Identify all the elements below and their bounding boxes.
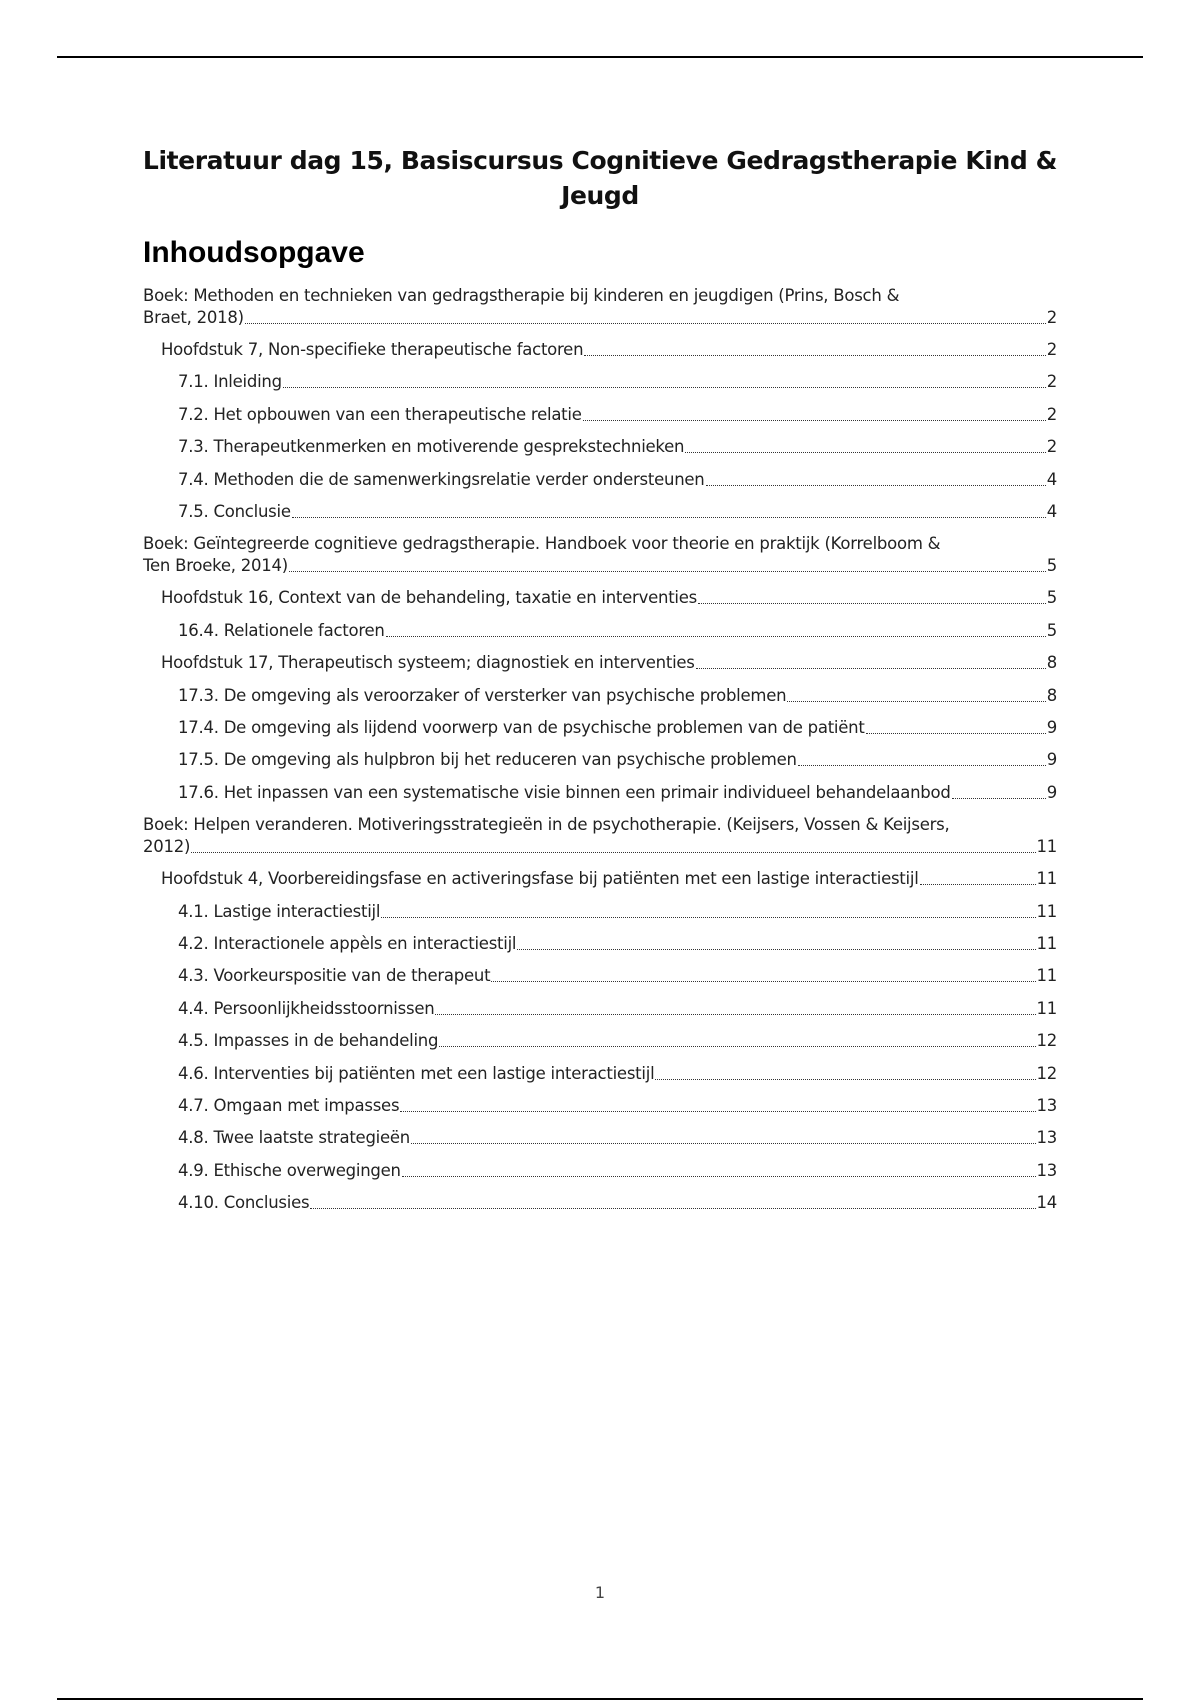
dot-leader (696, 668, 1046, 669)
toc-page-number: 2 (1046, 372, 1057, 392)
toc-entry-title: 17.4. De omgeving als lijdend voorwerp van de psychische problemen van de patiënt (178, 718, 865, 737)
dot-leader (685, 452, 1046, 453)
toc-heading: Inhoudsopgave (143, 236, 365, 269)
toc-entry-title: 7.1. Inleiding (178, 372, 282, 392)
toc-entry[interactable] (178, 501, 1057, 523)
toc-entry-title: 4.3. Voorkeurspositie van de therapeut (178, 966, 491, 986)
toc-page-number: 2 (1046, 437, 1057, 457)
dot-leader (245, 323, 1046, 324)
dot-leader (381, 917, 1035, 918)
dot-leader (787, 701, 1045, 702)
dot-leader (292, 517, 1046, 518)
toc-entry[interactable] (178, 685, 1057, 707)
toc-entry-title: 4.1. Lastige interactiestijl (178, 901, 381, 921)
dot-leader (491, 981, 1035, 982)
toc-entry-title: 4.4. Persoonlijkheidsstoornissen (178, 998, 435, 1018)
toc-page-number: 5 (1046, 620, 1057, 640)
toc-entry-title: 4.10. Conclusies (178, 1193, 310, 1213)
toc-entry[interactable] (178, 620, 1057, 642)
toc-entry-title-continued: 2012) (143, 837, 191, 857)
toc-page-number: 11 (1036, 998, 1057, 1018)
dot-leader (952, 798, 1046, 799)
toc-page-number: 11 (1036, 869, 1057, 889)
toc-entry-title: Hoofdstuk 17, Therapeutisch systeem; diagnostiek en interventies (161, 653, 695, 673)
document-title: Literatuur dag 15, Basiscursus Cognitieve Gedragstherapie Kind & Jeugd (142, 146, 1058, 210)
dot-leader (698, 603, 1046, 604)
toc-page-number: 5 (1046, 588, 1057, 608)
toc-entry-title: 4.6. Interventies bij patiënten met een lastige interactiestijl (178, 1063, 655, 1083)
toc-entry[interactable] (161, 868, 1057, 890)
toc-entry[interactable] (143, 533, 1057, 577)
dot-leader (920, 884, 1036, 885)
toc-entry-title: Hoofdstuk 7, Non-specifieke therapeutische factoren (161, 340, 584, 359)
toc-page-number: 9 (1046, 718, 1057, 737)
toc-entry[interactable] (161, 587, 1057, 609)
dot-leader (435, 1014, 1035, 1015)
toc-page-number: 8 (1046, 685, 1057, 705)
dot-leader (584, 355, 1045, 356)
toc-entry[interactable] (178, 933, 1057, 955)
toc-entry-title-continued: Ten Broeke, 2014) (143, 556, 288, 576)
header-rule (57, 56, 1143, 58)
toc-entry[interactable] (178, 1192, 1057, 1214)
toc-entry[interactable] (161, 652, 1057, 674)
toc-page-number: 13 (1036, 1096, 1057, 1115)
page-number: 1 (594, 1583, 606, 1602)
toc-page-number: 11 (1036, 934, 1057, 953)
dot-leader (191, 852, 1035, 853)
toc-entry-title-continued: Braet, 2018) (143, 308, 244, 327)
toc-entry-title: 4.8. Twee laatste strategieën (178, 1128, 411, 1148)
toc-entry-title: Boek: Methoden en technieken van gedragstherapie bij kinderen en jeugdigen (Prins, Bosch & (143, 286, 900, 305)
dot-leader (400, 1111, 1035, 1112)
toc-entry[interactable] (178, 998, 1057, 1020)
toc-entry-title: 16.4. Relationele factoren (178, 620, 385, 640)
toc-entry[interactable] (178, 1160, 1057, 1182)
toc-page-number: 4 (1046, 502, 1057, 521)
dot-leader (655, 1079, 1035, 1080)
toc-page-number: 2 (1046, 404, 1057, 424)
toc-page-number: 5 (1046, 556, 1057, 576)
toc-entry[interactable] (178, 436, 1057, 458)
toc-page-number: 4 (1046, 469, 1057, 489)
toc-entry-title: 4.9. Ethische overwegingen (178, 1160, 401, 1180)
toc-entry[interactable] (143, 285, 1057, 329)
toc-entry[interactable] (178, 749, 1057, 771)
toc-entry[interactable] (143, 814, 1057, 858)
toc-entry-title: Boek: Helpen veranderen. Motiveringsstrategieën in de psychotherapie. (Keijsers, Vossen & Keijsers, (143, 815, 950, 835)
toc-entry-title: 4.2. Interactionele appèls en interactiestijl (178, 934, 517, 953)
toc-entry[interactable] (178, 1030, 1057, 1052)
toc-entry[interactable] (178, 1063, 1057, 1085)
toc-entry-title: Boek: Geïntegreerde cognitieve gedragstherapie. Handboek voor theorie en praktijk (Korrelboom & (143, 534, 941, 554)
toc-entry[interactable] (178, 1127, 1057, 1149)
toc-page-number: 13 (1036, 1128, 1057, 1148)
toc-page-number: 9 (1046, 782, 1057, 802)
toc-entry-title: 7.4. Methoden die de samenwerkingsrelatie verder ondersteunen (178, 469, 705, 489)
toc-entry[interactable] (178, 371, 1057, 393)
dot-leader (439, 1046, 1035, 1047)
dot-leader (386, 636, 1046, 637)
toc-page-number: 14 (1036, 1193, 1057, 1213)
dot-leader (706, 485, 1046, 486)
toc-entry-title: Hoofdstuk 16, Context van de behandeling, taxatie en interventies (161, 588, 698, 608)
toc-page-number: 9 (1046, 750, 1057, 770)
toc-entry-title: 7.2. Het opbouwen van een therapeutische relatie (178, 404, 582, 424)
dot-leader (402, 1176, 1036, 1177)
toc-entry-title: 4.5. Impasses in de behandeling (178, 1031, 439, 1051)
toc-entry[interactable] (178, 965, 1057, 987)
toc-page-number: 11 (1036, 837, 1057, 857)
toc-page-number: 11 (1036, 901, 1057, 921)
toc-entry[interactable] (161, 339, 1057, 361)
dot-leader (289, 571, 1046, 572)
toc-entry[interactable] (178, 404, 1057, 426)
toc-page-number: 11 (1036, 966, 1057, 986)
toc-page-number: 12 (1036, 1031, 1057, 1051)
toc-entry-title: 17.6. Het inpassen van een systematische visie binnen een primair individueel behandelaanbod (178, 782, 951, 802)
toc-entry[interactable] (178, 782, 1057, 804)
toc-page-number: 2 (1046, 340, 1057, 359)
toc-entry-title: Hoofdstuk 4, Voorbereidingsfase en activeringsfase bij patiënten met een lastige interactiestijl (161, 869, 919, 889)
dot-leader (310, 1208, 1035, 1209)
dot-leader (866, 733, 1046, 734)
toc-entry[interactable] (178, 1095, 1057, 1117)
toc-entry-title: 7.3. Therapeutkenmerken en motiverende gesprekstechnieken (178, 437, 685, 457)
dot-leader (283, 387, 1046, 388)
toc-entry[interactable] (178, 469, 1057, 491)
toc-entry-title: 7.5. Conclusie (178, 502, 291, 521)
dot-leader (517, 949, 1035, 950)
toc-page-number: 2 (1046, 308, 1057, 327)
dot-leader (411, 1143, 1035, 1144)
toc-entry[interactable] (178, 717, 1057, 739)
dot-leader (798, 765, 1046, 766)
toc-entry-title: 4.7. Omgaan met impasses (178, 1096, 400, 1115)
toc-page-number: 12 (1036, 1063, 1057, 1083)
toc-page-number: 13 (1036, 1160, 1057, 1180)
toc-entry[interactable] (178, 901, 1057, 923)
toc-entry-title: 17.3. De omgeving als veroorzaker of versterker van psychische problemen (178, 685, 787, 705)
dot-leader (583, 420, 1046, 421)
toc-page-number: 8 (1046, 653, 1057, 673)
toc-entry-title: 17.5. De omgeving als hulpbron bij het reduceren van psychische problemen (178, 750, 797, 770)
